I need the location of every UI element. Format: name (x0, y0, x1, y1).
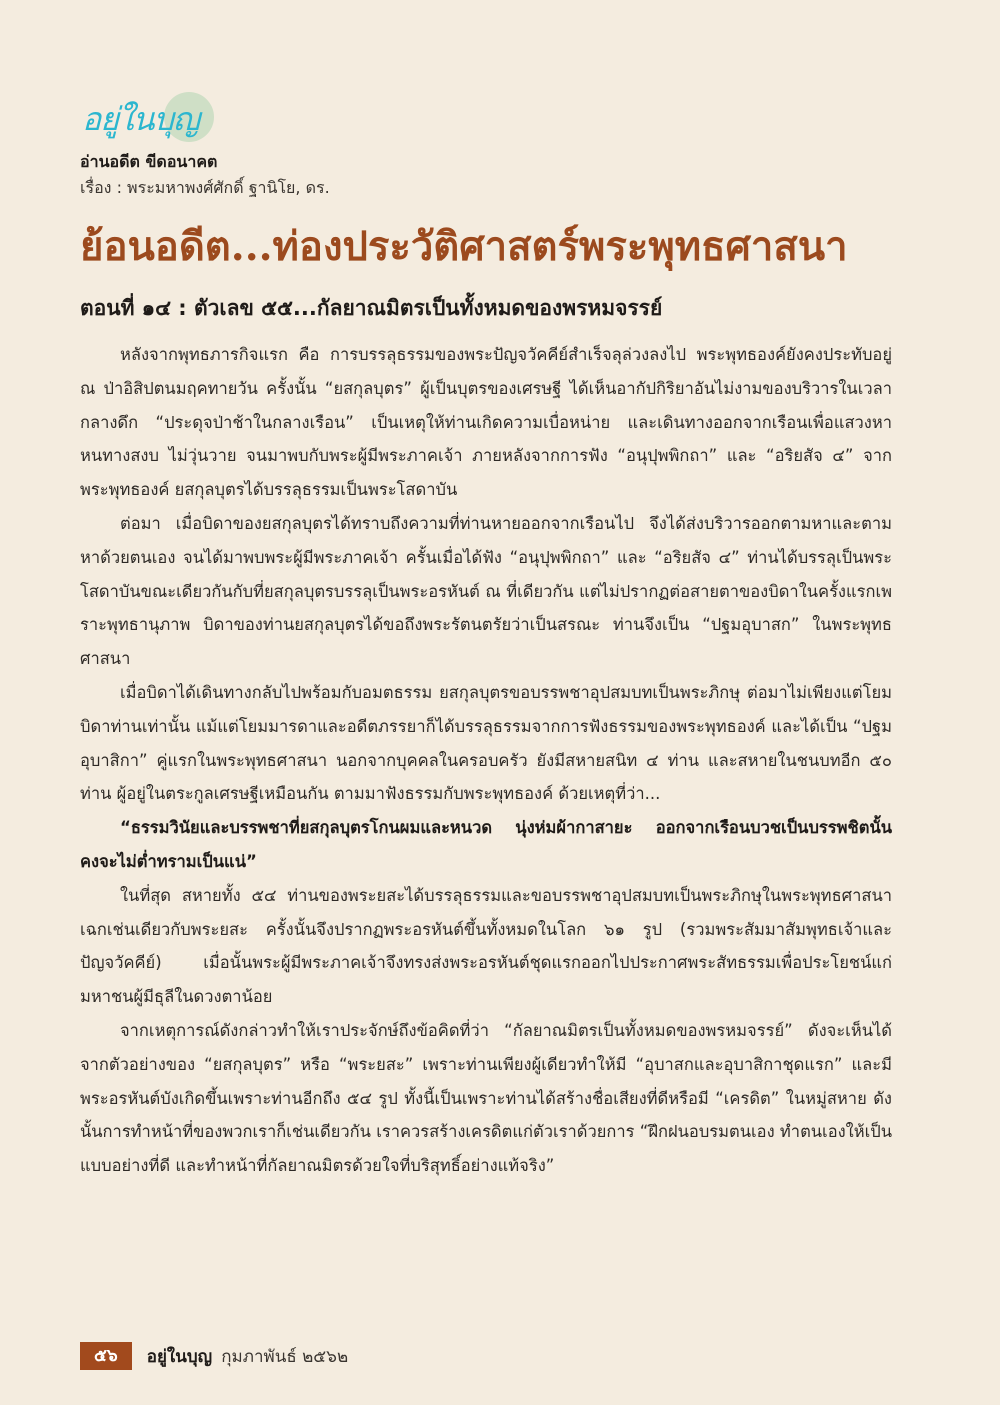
footer-magazine-name: อยู่ในบุญ (146, 1346, 213, 1367)
magazine-logo (82, 92, 217, 144)
quote-paragraph: “ธรรมวินัยและบรรพชาที่ยสกุลบุตรโกนผมและหนวด นุ่งห่มผ้ากาสายะ ออกจากเรือนบวชเป็นบรรพชิตนั้น คงจะไม่ต่ำทรามเป็นแน่” (80, 818, 892, 871)
body-paragraph: เมื่อบิดาได้เดินทางกลับไปพร้อมกับอมตธรรม ยสกุลบุตรขอบรรพชาอุปสมบทเป็นพระภิกษุ ต่อมาไม่เพียงแต่โยมบิดาท่านเท่านั้น แม้แต่โยมมารดาและอดีตภรรยาก็ได้บรรลุธรรมจากการฟังธรรมของพระพุทธองค์ และได้เป็น “ปฐมอุบาสิกา” คู่แรกในพระพุทธศาสนา นอกจากบุคคลในครอบครัว ยังมีสหายสนิท ๔ ท่าน และสหายในชนบทอีก ๕๐ ท่าน ผู้อยู่ในตระกูลเศรษฐีเหมือนกัน ตามมาฟังธรรมกับพระพุทธองค์ ด้วยเหตุที่ว่า... (80, 682, 892, 804)
body-paragraph: จากเหตุการณ์ดังกล่าวทำให้เราประจักษ์ถึงข้อคิดที่ว่า “กัลยาณมิตรเป็นทั้งหมดของพรหมจรรย์” ดังจะเห็นได้จากตัวอย่างของ “ยสกุลบุตร” หรือ “พระยสะ” เพราะท่านเพียงผู้เดียวทำให้มี “อุบาสกและอุบาสิกาชุดแรก” และมีพระอรหันต์บังเกิดขึ้นเพราะท่านอีกถึง ๕๔ รูป ทั้งนี้เป็นเพราะท่านได้สร้างชื่อเสียงที่ดีหรือมี “เครดิต” ในหมู่สหาย ดังนั้นการทำหน้าที่ของพวกเราก็เช่นเดียวกัน เราควรสร้างเครดิตแก่ตัวเราด้วยการ “ฝึกฝนอบรมตนเอง ทำตนเองให้เป็นแบบอย่างที่ดี และทำหน้าที่กัลยาณมิตรด้วยใจที่บริสุทธิ์อย่างแท้จริง” (80, 1020, 892, 1176)
article-subtitle: ตอนที่ ๑๔ : ตัวเลข ๕๕...กัลยาณมิตรเป็นทั้งหมดของพรหมจรรย์ (80, 296, 663, 320)
section-kicker: อ่านอดีต ขีดอนาคต (80, 152, 218, 171)
body-paragraph: ต่อมา เมื่อบิดาของยสกุลบุตรได้ทราบถึงความที่ท่านหายออกจากเรือนไป จึงได้ส่งบริวารออกตามหาและตามหาด้วยตนเอง จนได้มาพบพระผู้มีพระภาคเจ้า ครั้นเมื่อได้ฟัง “อนุปุพพิกถา” และ “อริยสัจ ๔” ท่านได้บรรลุเป็นพระโสดาบันขณะเดียวกันกับที่ยสกุลบุตรบรรลุเป็นพระอรหันต์ ณ ที่เดียวกัน แต่ไม่ปรากฏต่อสายตาของบิดาในครั้งแรกเพราะพุทธานุภาพ บิดาของท่านยสกุลบุตรได้ขอถึงพระรัตนตรัยว่าเป็นสรณะ ท่านจึงเป็น “ปฐมอุบาสก” ในพระพุทธศาสนา (80, 513, 892, 669)
footer-issue-date: กุมภาพันธ์ ๒๕๖๒ (221, 1346, 349, 1367)
logo-text: อยู่ในบุญ (82, 100, 200, 138)
page-footer (80, 1342, 348, 1370)
body-paragraph: หลังจากพุทธภารกิจแรก คือ การบรรลุธรรมของพระปัญจวัคคีย์สำเร็จลุล่วงลงไป พระพุทธองค์ยังคงประทับอยู่ ณ ป่าอิสิปตนมฤคทายวัน ครั้งนั้น “ยสกุลบุตร” ผู้เป็นบุตรของเศรษฐี ได้เห็นอากัปกิริยาอันไม่งามของบริวารในเวลากลางดึก “ประดุจป่าช้าในกลางเรือน” เป็นเหตุให้ท่านเกิดความเบื่อหน่าย และเดินทางออกจากเรือนเพื่อแสวงหาหนทางสงบ ไม่วุ่นวาย จนมาพบกับพระผู้มีพระภาคเจ้า ภายหลังจากการฟัง “อนุปุพพิกถา” และ “อริยสัจ ๔” จากพระพุทธองค์ ยสกุลบุตรได้บรรลุธรรมเป็นพระโสดาบัน (80, 345, 892, 500)
author-byline: เรื่อง : พระมหาพงศ์ศักดิ์ ฐานิโย, ดร. (80, 178, 330, 197)
body-paragraph: ในที่สุด สหายทั้ง ๕๔ ท่านของพระยสะได้บรรลุธรรมและขอบรรพชาอุปสมบทเป็นพระภิกษุในพระพุทธศาสนาเฉกเช่นเดียวกับพระยสะ ครั้งนั้นจึงปรากฏพระอรหันต์ขึ้นทั้งหมดในโลก ๖๑ รูป (รวมพระสัมมาสัมพุทธเจ้าและปัญจวัคคีย์) เมื่อนั้นพระผู้มีพระภาคเจ้าจึงทรงส่งพระอรหันต์ชุดแรกออกไปประกาศพระสัทธรรมเพื่อประโยชน์แก่มหาชนผู้มีธุลีในดวงตาน้อย (80, 885, 892, 1007)
article-title: ย้อนอดีต...ท่องประวัติศาสตร์พระพุทธศาสนา (80, 223, 848, 270)
article-body (80, 338, 892, 1183)
page-number-badge: ๕๖ (80, 1342, 132, 1370)
